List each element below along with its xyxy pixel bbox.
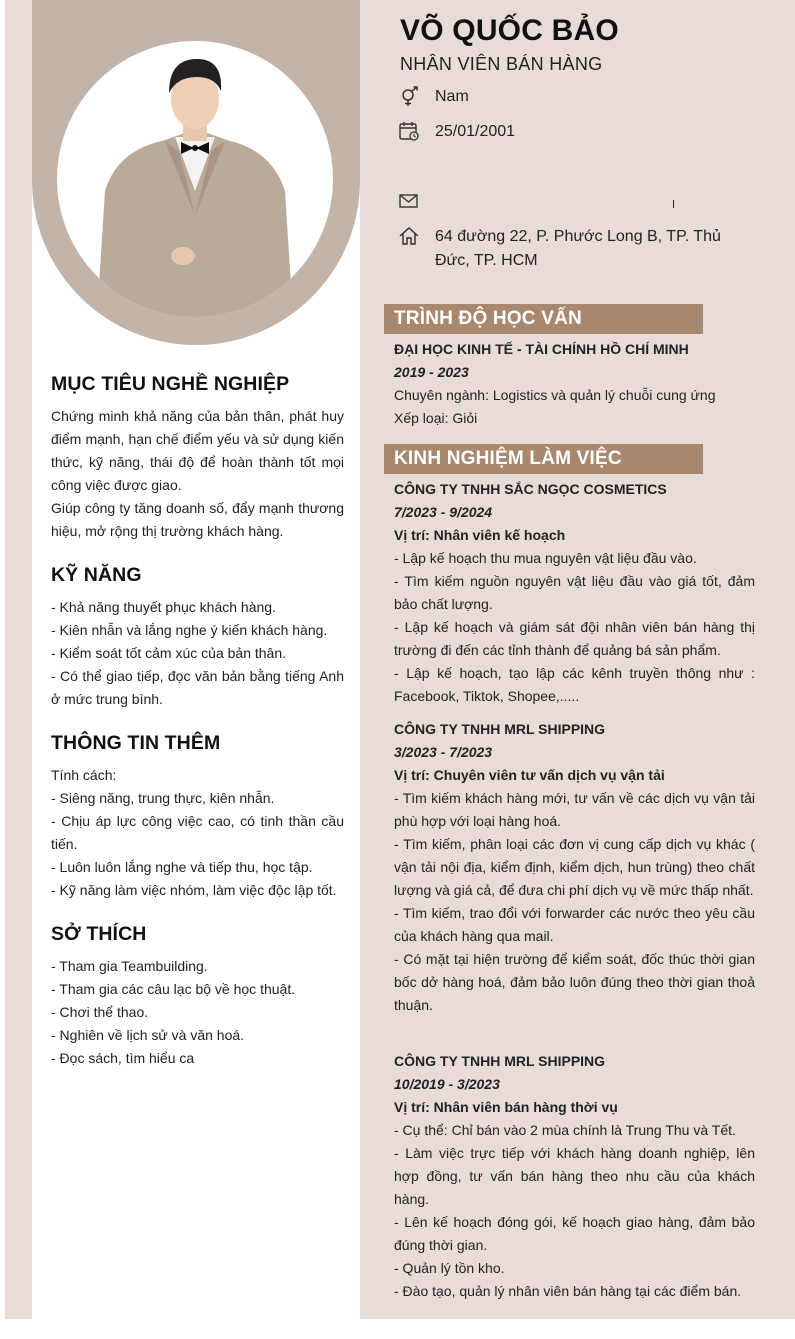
list-item: - Kỹ năng làm việc nhóm, làm việc độc lập tốt.: [51, 882, 337, 898]
calendar-icon: [398, 120, 420, 142]
experience-banner: KINH NGHIỆM LÀM VIỆC: [384, 444, 703, 474]
gender-value: Nam: [435, 88, 469, 105]
list-item: - Tìm kiếm khách hàng mới, tư vấn về các dịch vụ vận tải phù hợp với loại hàng hoá.: [394, 790, 755, 829]
job-period: 3/2023 - 7/2023: [394, 744, 493, 760]
job-block: [394, 718, 755, 1017]
list-item: - Tìm kiếm nguồn nguyên vật liệu đầu vào giá tốt, đảm bảo chất lượng.: [394, 573, 755, 612]
list-item: - Đào tạo, quản lý nhân viên bán hàng tại các điểm bán.: [394, 1283, 742, 1299]
hobbies-list: [51, 955, 344, 1070]
list-item: - Chịu áp lực công việc cao, có tinh thần cầu tiến.: [51, 813, 344, 852]
list-item: - Làm việc trực tiếp với khách hàng doanh nghiệp, lên hợp đồng, tư vấn bán hàng theo nhu cầu của khách hàng.: [394, 1145, 755, 1207]
list-item: - Siêng năng, trung thực, kiên nhẫn.: [51, 790, 275, 806]
hobbies-title: SỞ THÍCH: [51, 923, 147, 945]
job-title: NHÂN VIÊN BÁN HÀNG: [400, 54, 603, 74]
skills-title: KỸ NĂNG: [51, 564, 142, 586]
job-period: 7/2023 - 9/2024: [394, 504, 493, 520]
objective-title: MỤC TIÊU NGHỀ NGHIỆP: [51, 373, 290, 395]
home-icon: [398, 225, 420, 247]
email-icon: [398, 190, 420, 212]
school-name: ĐẠI HỌC KINH TẾ - TÀI CHÍNH HỒ CHÍ MINH: [394, 341, 689, 357]
gender-icon: [398, 86, 420, 108]
list-item: - Đọc sách, tìm hiểu ca: [51, 1050, 195, 1066]
education-major: Chuyên ngành: Logistics và quản lý chuỗi cung ứng: [394, 387, 716, 403]
job-block: [394, 1050, 755, 1303]
list-item: - Tham gia các câu lạc bộ về học thuật.: [51, 981, 296, 997]
list-item: - Chơi thể thao.: [51, 1004, 149, 1020]
job-block: [394, 478, 755, 708]
list-item: - Kiểm soát tốt cảm xúc của bản thân.: [51, 645, 287, 661]
list-item: - Luôn luôn lắng nghe và tiếp thu, học tập.: [51, 859, 313, 875]
list-item: - Cụ thể: Chỉ bán vào 2 mùa chính là Trung Thu và Tết.: [394, 1122, 736, 1138]
job-position: Vị trí: Nhân viên bán hàng thời vụ: [394, 1099, 618, 1115]
company-name: CÔNG TY TNHH MRL SHIPPING: [394, 721, 606, 737]
objective-paragraph: Giúp công ty tăng doanh số, đẩy mạnh thương hiệu, mở rộng thị trường khách hàng.: [51, 500, 344, 539]
job-position: Vị trí: Chuyên viên tư vấn dịch vụ vận tải: [394, 767, 665, 783]
dob-value: 25/01/2001: [435, 123, 516, 140]
profile-photo: [57, 41, 333, 317]
list-item: - Có mặt tại hiện trường để kiểm soát, đốc thúc thời gian bốc dở hàng hoá, đảm bảo luôn đúng theo thời gian thoả thuận.: [394, 951, 755, 1013]
person-illustration: [57, 41, 333, 317]
education-block: [394, 338, 755, 430]
personality-label: Tính cách:: [51, 767, 117, 783]
list-item: - Lập kế hoạch thu mua nguyên vật liệu đầu vào.: [394, 550, 697, 566]
list-item: - Lập kế hoạch, tạo lập các kênh truyền thông như : Facebook, Tiktok, Shopee,.....: [394, 665, 755, 704]
candidate-name: VÕ QUỐC BẢO: [400, 14, 619, 47]
address-value: 64 đường 22, P. Phước Long B, TP. Thủ Đức, TP. HCM: [435, 228, 721, 269]
list-item: - Khả năng thuyết phục khách hàng.: [51, 599, 276, 615]
text-cursor: [673, 200, 674, 208]
list-item: - Kiên nhẫn và lắng nghe ý kiến khách hàng.: [51, 622, 328, 638]
list-item: - Tìm kiếm, phân loại các đơn vị cung cấp dịch vụ khác ( vận tải nội địa, kiểm định, kiểm dịch, hun trùng) theo chất lượng và giá cả, để đưa chi phí dịch vụ về mức thấp nhất.: [394, 836, 755, 898]
objective-text: [51, 405, 344, 543]
list-item: - Lập kế hoạch và giám sát đội nhân viên bán hàng thị trường đi đến các tỉnh thành để quảng bá sản phẩm.: [394, 619, 755, 658]
job-period: 10/2019 - 3/2023: [394, 1076, 500, 1092]
list-item: - Có thể giao tiếp, đọc văn bản bằng tiếng Anh ở mức trung bình.: [51, 668, 344, 707]
education-banner: TRÌNH ĐỘ HỌC VẤN: [384, 304, 703, 334]
list-item: - Quản lý tồn kho.: [394, 1260, 505, 1276]
company-name: CÔNG TY TNHH SẮC NGỌC COSMETICS: [394, 481, 667, 497]
list-item: - Nghiên về lịch sử và văn hoá.: [51, 1027, 245, 1043]
education-period: 2019 - 2023: [394, 364, 469, 380]
list-item: - Lên kế hoạch đóng gói, kế hoạch giao hàng, đảm bảo đúng thời gian.: [394, 1214, 755, 1253]
extra-info-list: [51, 764, 344, 902]
list-item: - Tham gia Teambuilding.: [51, 958, 208, 974]
company-name: CÔNG TY TNHH MRL SHIPPING: [394, 1053, 606, 1069]
objective-paragraph: Chứng minh khả năng của bản thân, phát huy điểm mạnh, hạn chế điểm yếu và sử dụng kiến thức, kỹ năng, thái độ để hoàn thành tốt mọi công việc được giao.: [51, 408, 344, 493]
skills-list: [51, 596, 344, 711]
job-position: Vị trí: Nhân viên kế hoạch: [394, 527, 566, 543]
education-grade: Xếp loại: Giỏi: [394, 410, 478, 426]
extra-info-title: THÔNG TIN THÊM: [51, 732, 221, 754]
list-item: - Tìm kiếm, trao đổi với forwarder các nước theo yêu cầu của khách hàng qua mail.: [394, 905, 755, 944]
